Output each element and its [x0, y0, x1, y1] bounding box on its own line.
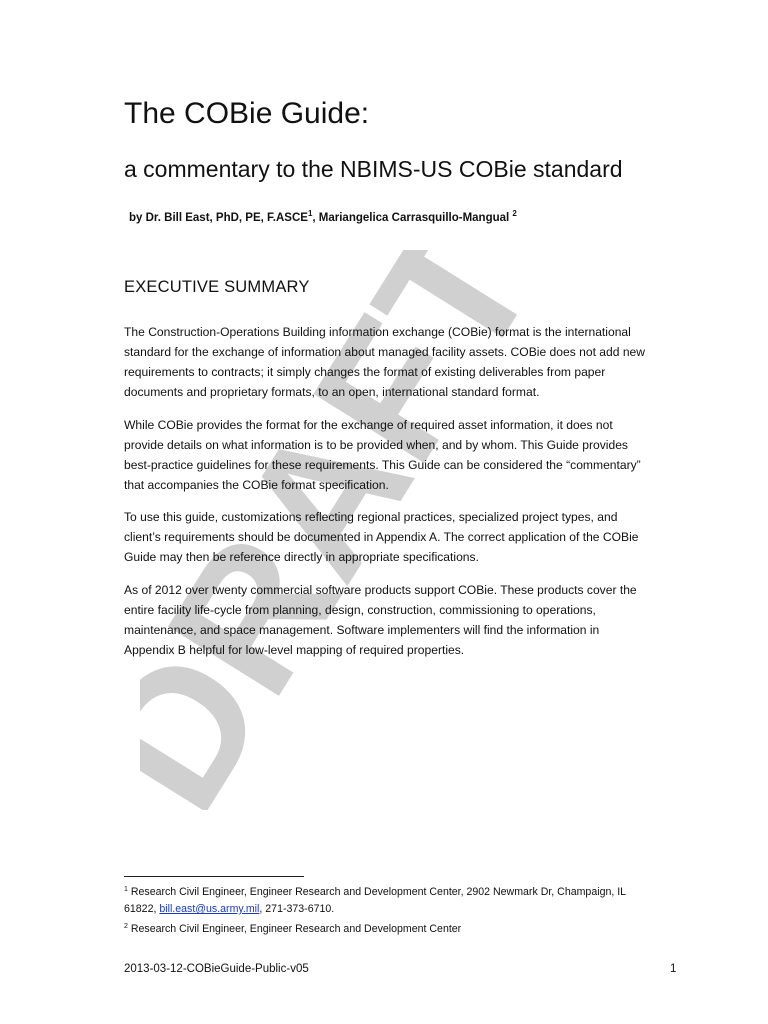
footnote-1-marker: 1 — [124, 886, 128, 893]
section-heading: EXECUTIVE SUMMARY — [124, 278, 310, 296]
paragraph-line: standard for the exchange of information about managed facility assets. COBie does not add new — [124, 345, 646, 359]
document-subtitle: a commentary to the NBIMS-US COBie standard — [124, 156, 623, 182]
document-title: The COBie Guide: — [124, 97, 370, 130]
paragraph-line: entire facility life-cycle from planning, design, construction, commissioning to operations, — [124, 602, 596, 617]
watermark-text: DRAFT — [140, 250, 576, 810]
paragraph-line: provide details on what information is to be provided when, and by whom. This Guide provides — [124, 437, 628, 452]
footnote-1 — [124, 881, 664, 901]
byline-author-1: by Dr. Bill East, PhD, PE, F.ASCE — [129, 212, 308, 224]
footnote-1-continued — [124, 901, 664, 918]
footnote-1-text: Research Civil Engineer, Engineer Research and Development Center, 2902 Newmark Dr, Champaign, IL — [127, 886, 627, 898]
paragraph-line: As of 2012 over twenty commercial software products support COBie. These products cover the — [124, 582, 637, 597]
byline-author-2: , Mariangelica Carrasquillo-Mangual — [312, 212, 513, 224]
paragraph-line: While COBie provides the format for the exchange of required asset information, it does not — [124, 417, 613, 432]
paragraph-line: documents and proprietary formats, to an open, international standard format. — [124, 385, 540, 399]
summary-paragraph-4 — [124, 580, 664, 660]
footnote-2 — [124, 918, 664, 938]
footnote-1-zip: 61822, — [124, 903, 160, 915]
email-link[interactable]: bill.east@us.army.mil — [159, 903, 260, 915]
footnote-2-marker: 2 — [124, 923, 128, 930]
author-byline — [129, 206, 517, 226]
footnote-separator — [124, 876, 304, 877]
paragraph-line: Appendix B helpful for low-level mapping of required properties. — [124, 642, 465, 657]
executive-summary-body — [124, 322, 664, 672]
summary-paragraph-3 — [124, 507, 664, 567]
byline-footnote-ref-2: 2 — [512, 209, 517, 218]
paragraph-line: maintenance, and space management. Software implementers will find the information in — [124, 622, 600, 637]
paragraph-line: To use this guide, customizations reflecting regional practices, specialized project types, and — [124, 510, 618, 524]
footnote-1-phone: , 271-373-6710. — [259, 903, 335, 915]
summary-paragraph-2 — [124, 415, 664, 495]
paragraph-line: Guide may then be reference directly in appropriate specifications. — [124, 550, 479, 564]
paragraph-line: best-practice guidelines for these requirements. This Guide can be considered the “commentary” — [124, 457, 641, 472]
paragraph-line: that accompanies the COBie format specification. — [124, 477, 389, 492]
paragraph-line: client’s requirements should be documented in Appendix A. The correct application of the COBie — [124, 530, 639, 544]
byline-footnote-ref-1: 1 — [307, 209, 313, 218]
footer-page-number: 1 — [670, 963, 677, 975]
paragraph-line: requirements to contracts; it simply changes the format of existing deliverables from paper — [124, 365, 606, 379]
footnote-2-text: Research Civil Engineer, Engineer Research and Development Center — [127, 923, 462, 935]
footer-document-id: 2013-03-12-COBieGuide-Public-v05 — [124, 963, 309, 975]
footnotes — [124, 881, 664, 938]
paragraph-line: The Construction-Operations Building information exchange (COBie) format is the international — [124, 325, 631, 339]
summary-paragraph-1 — [124, 322, 664, 402]
